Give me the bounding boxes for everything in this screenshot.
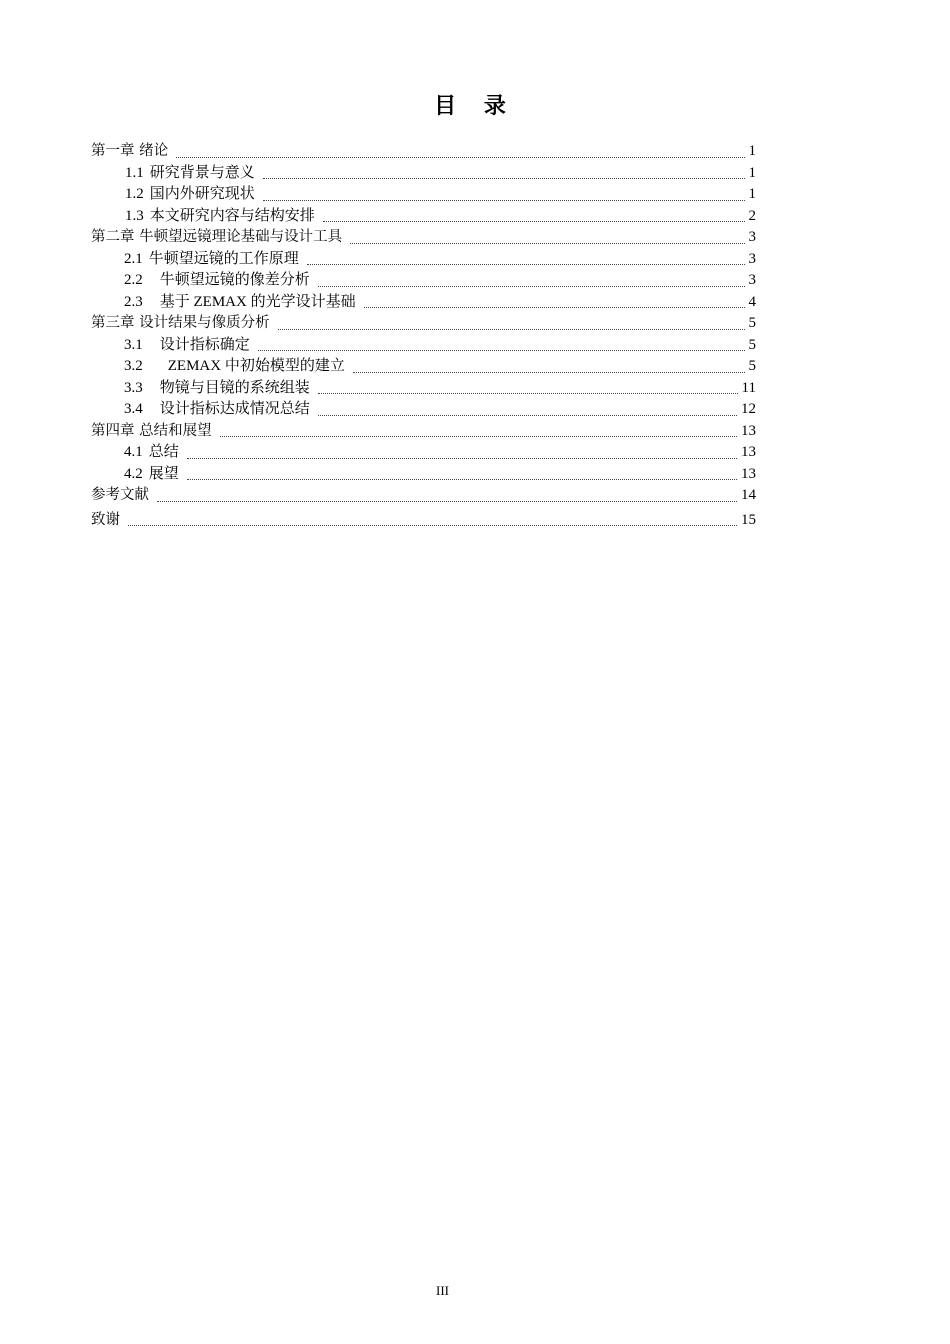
- toc-entry-text: 设计指标确定: [159, 336, 250, 353]
- toc-entry[interactable]: [91, 163, 756, 185]
- toc-entry[interactable]: [91, 510, 756, 532]
- toc-entry-text: 牛顿望远镜的像差分析: [159, 272, 310, 288]
- toc-entry-page: 5: [748, 358, 756, 374]
- dot-leader: [187, 478, 737, 480]
- dot-leader: [258, 349, 745, 351]
- toc-entry[interactable]: [91, 421, 756, 443]
- dot-leader: [307, 263, 745, 265]
- dot-leader: [278, 328, 745, 330]
- table-of-contents: [91, 141, 756, 531]
- toc-entry[interactable]: [91, 485, 756, 507]
- toc-entry-page: 15: [741, 511, 756, 528]
- toc-entry-page: 2: [748, 207, 756, 224]
- toc-entry[interactable]: [91, 249, 756, 271]
- toc-entry-text: 基于 ZEMAX 的光学设计基础: [159, 293, 356, 310]
- dot-leader: [220, 435, 737, 437]
- dot-leader: [176, 156, 744, 158]
- dot-leader: [318, 414, 737, 416]
- toc-entry[interactable]: [91, 270, 756, 292]
- toc-entry-text: 研究背景与意义: [149, 164, 255, 181]
- toc-entry-page: 3: [748, 272, 756, 288]
- toc-entry-page: 1: [748, 186, 756, 202]
- toc-entry[interactable]: [91, 378, 756, 400]
- toc-entry-text: 牛顿望远镜的工作原理: [148, 250, 299, 267]
- toc-entry-number: 3.1: [124, 336, 143, 353]
- toc-entry[interactable]: [91, 399, 756, 421]
- toc-entry-text: ZEMAX 中初始模型的建立: [167, 358, 345, 374]
- toc-entry-page: 12: [741, 401, 756, 417]
- dot-leader: [157, 500, 737, 502]
- toc-entry-number: 3.2: [124, 358, 143, 374]
- toc-entry-page: 11: [741, 379, 756, 396]
- dot-leader: [323, 220, 745, 222]
- toc-entry-page: 5: [748, 315, 756, 331]
- toc-entry-page: 1: [748, 143, 756, 159]
- toc-entry-text: 第四章 总结和展望: [91, 422, 212, 439]
- page-number: III: [436, 1283, 449, 1298]
- toc-entry[interactable]: [91, 184, 756, 206]
- toc-entry-number: 3.4: [124, 401, 143, 417]
- toc-entry-text: 第三章 设计结果与像质分析: [91, 315, 270, 331]
- dot-leader: [318, 285, 745, 287]
- toc-entry[interactable]: [91, 335, 756, 357]
- dot-leader: [353, 371, 745, 373]
- toc-entry-text: 致谢: [91, 511, 120, 528]
- toc-entry-text: 物镜与目镜的系统组装: [159, 379, 310, 396]
- toc-entry[interactable]: [91, 442, 756, 464]
- dot-leader: [364, 306, 745, 308]
- toc-entry-number: 1.3: [125, 207, 144, 224]
- toc-entry[interactable]: [91, 206, 756, 228]
- toc-entry-text: 第二章 牛顿望远镜理论基础与设计工具: [91, 229, 343, 245]
- toc-entry-number: 2.1: [124, 250, 143, 267]
- toc-entry-text: 本文研究内容与结构安排: [149, 207, 315, 224]
- toc-title: 目 录: [434, 94, 516, 119]
- toc-entry-text: 参考文献: [91, 487, 149, 503]
- toc-entry[interactable]: [91, 141, 756, 163]
- toc-entry-text: 总结: [148, 444, 179, 460]
- toc-entry-number: 1.1: [125, 164, 144, 181]
- dot-leader: [187, 457, 737, 459]
- toc-entry-page: 5: [748, 336, 756, 353]
- toc-entry-number: 4.1: [124, 444, 143, 460]
- toc-entry-page: 13: [741, 465, 756, 482]
- toc-entry-text: 第一章 绪论: [91, 143, 169, 159]
- toc-entry-number: 2.2: [124, 272, 143, 288]
- toc-entry-page: 13: [741, 422, 756, 439]
- dot-leader: [263, 177, 745, 179]
- toc-entry-page: 1: [748, 164, 756, 181]
- toc-entry-page: 14: [741, 487, 756, 503]
- toc-entry-number: 4.2: [124, 465, 143, 482]
- toc-entry-page: 3: [748, 229, 756, 245]
- toc-entry[interactable]: [91, 313, 756, 335]
- toc-entry-text: 设计指标达成情况总结: [159, 401, 310, 417]
- toc-entry-number: 2.3: [124, 293, 143, 310]
- dot-leader: [128, 524, 737, 526]
- toc-entry[interactable]: [91, 464, 756, 486]
- toc-entry-page: 3: [748, 250, 756, 267]
- toc-entry[interactable]: [91, 292, 756, 314]
- toc-entry-number: 1.2: [125, 186, 144, 202]
- toc-entry-text: 国内外研究现状: [149, 186, 255, 202]
- toc-entry[interactable]: [91, 356, 756, 378]
- toc-entry-page: 13: [741, 444, 756, 460]
- toc-entry-page: 4: [748, 293, 756, 310]
- toc-entry-number: 3.3: [124, 379, 143, 396]
- dot-leader: [318, 392, 738, 394]
- toc-entry-text: 展望: [148, 465, 179, 482]
- toc-entry[interactable]: [91, 227, 756, 249]
- dot-leader: [263, 199, 745, 201]
- dot-leader: [350, 242, 744, 244]
